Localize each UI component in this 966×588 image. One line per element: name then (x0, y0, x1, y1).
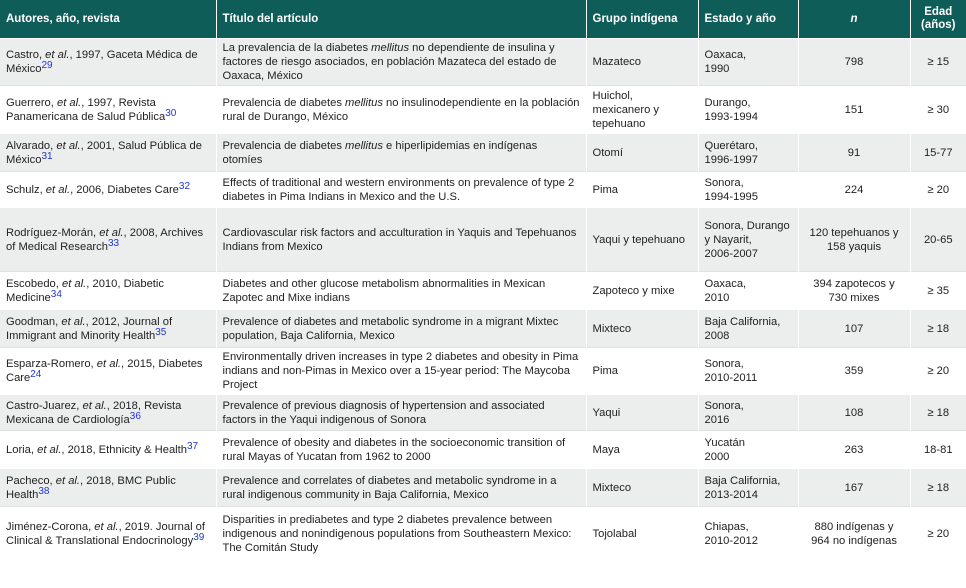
state-text: Oaxaca, (704, 49, 747, 61)
cell-state-year (698, 172, 798, 208)
cell-group: Mazateco (586, 39, 698, 86)
table-row (0, 39, 966, 86)
n-text: 359 (844, 365, 864, 377)
state-text: Chiapas, (704, 520, 749, 533)
cell-authors (0, 172, 216, 208)
state-text: Yucatán (704, 436, 745, 449)
title-text: Prevalencia de diabetes (222, 139, 346, 152)
author-source: , 2018, Revista Mexicana de Cardiología (6, 399, 182, 426)
header-authors: Autores, año, revista (0, 0, 216, 39)
cell-authors (0, 272, 216, 310)
cell-authors (0, 310, 216, 348)
title-text: Environmentally driven increases in type 2 diabetes and obesity in Pima indians and non-Pimas in Mexico over a 15-year period: The Maycoba Project (222, 351, 579, 391)
et-al: et al. (94, 520, 119, 533)
cell-group: Zapoteco y mixe (586, 272, 698, 310)
cell-state-year (698, 134, 798, 172)
reference-link[interactable]: 30 (165, 107, 177, 119)
cell-age: ≥ 35 (910, 272, 966, 310)
cell-authors (0, 86, 216, 134)
cell-title (216, 348, 586, 395)
table-row (0, 310, 966, 348)
cell-group: Huichol, mexicanero y tepehuano (586, 86, 698, 134)
table-row (0, 208, 966, 272)
author-source: , 2012, Journal of Immigrant and Minority Health (6, 315, 173, 342)
cell-state-year (698, 272, 798, 310)
cell-state-year (698, 86, 798, 134)
n-text-2: 730 mixes (828, 291, 880, 304)
reference-link[interactable]: 38 (38, 485, 50, 497)
title-text: Cardiovascular risk factors and acculturation in Yaquis and Tepehuanos Indians from Mexico (222, 226, 577, 253)
author-name: Guerrero, (6, 96, 57, 109)
cell-n (798, 134, 910, 172)
table-row (0, 134, 966, 172)
n-text: 167 (844, 481, 864, 494)
year-text: 2016 (704, 413, 730, 426)
author-name: Pacheco, (6, 474, 56, 487)
title-text-rest: no insulinodependiente en la población rural de Durango, México (222, 96, 580, 123)
reference-link[interactable]: 24 (30, 369, 42, 380)
cell-group: Otomí (586, 134, 698, 172)
author-source: , 2015, Diabetes Care (6, 358, 203, 384)
title-italic: mellitus (371, 42, 410, 54)
n-text: 120 tepehuanos y (809, 226, 899, 239)
header-n: n (798, 0, 910, 39)
year-text: 2000 (704, 450, 730, 463)
year-text: 2006-2007 (704, 247, 759, 260)
cell-n (798, 39, 910, 86)
cell-state-year (698, 507, 798, 561)
state-text: Oaxaca, (704, 277, 747, 290)
n-text: 91 (847, 146, 861, 159)
cell-title (216, 272, 586, 310)
cell-state-year (698, 395, 798, 431)
state-text: Baja California, (704, 315, 781, 328)
table-row (0, 507, 966, 561)
author-source: , 2010, Diabetic Medicine (6, 277, 164, 304)
cell-title (216, 208, 586, 272)
cell-state-year (698, 208, 798, 272)
cell-n (798, 469, 910, 507)
cell-authors (0, 469, 216, 507)
cell-title (216, 431, 586, 469)
cell-n (798, 395, 910, 431)
n-text: 263 (844, 443, 864, 456)
n-text-2: 158 yaquis (826, 240, 882, 253)
cell-state-year (698, 431, 798, 469)
cell-authors (0, 507, 216, 561)
n-text: 224 (844, 183, 864, 196)
et-al: et al. (56, 96, 82, 109)
state-text: Sonora, (704, 399, 744, 412)
author-source: , 2001, Salud Pública de México (6, 139, 202, 166)
cell-title (216, 507, 586, 561)
cell-title (216, 172, 586, 208)
title-text: Prevalence of obesity and diabetes in the socioeconomic transition of rural Mayas of Yucatan from 1962 to 2000 (222, 436, 566, 463)
year-text: 2010-2012 (704, 534, 759, 547)
author-name: Escobedo, (6, 277, 62, 290)
table-row (0, 86, 966, 134)
n-text: 151 (844, 103, 864, 116)
cell-state-year (698, 39, 798, 86)
cell-group: Yaqui (586, 395, 698, 431)
et-al: et al. (99, 226, 124, 239)
title-text: Prevalence and correlates of diabetes and metabolic syndrome in a rural indigenous community in Baja California, Mexico (222, 474, 557, 501)
header-title: Título del artículo (216, 0, 586, 39)
author-name: Castro-Juarez, (6, 399, 83, 412)
cell-age: ≥ 18 (910, 469, 966, 507)
cell-age: ≥ 18 (910, 310, 966, 348)
cell-group: Pima (586, 348, 698, 395)
et-al: et al. (82, 399, 107, 412)
author-name: Castro, (6, 49, 46, 61)
cell-group: Mixteco (586, 310, 698, 348)
year-text: 2010 (704, 291, 730, 304)
et-al: et al. (55, 474, 81, 487)
cell-state-year (698, 469, 798, 507)
title-text-rest: no dependiente de insulina y factores de riesgo asociados, en población Mazateca del estado de Oaxaca, México (222, 42, 557, 82)
n-text: 107 (844, 322, 864, 335)
n-text: 108 (844, 406, 864, 419)
cell-age: ≥ 20 (910, 348, 966, 395)
cell-group: Pima (586, 172, 698, 208)
author-name: Loria, (6, 443, 38, 456)
cell-group: Yaqui y tepehuano (586, 208, 698, 272)
et-al: et al. (96, 358, 122, 370)
cell-state-year (698, 310, 798, 348)
author-name: Esparza-Romero, (6, 358, 97, 370)
table-row (0, 395, 966, 431)
cell-title (216, 39, 586, 86)
author-source: , 2008, Archives of Medical Research (6, 226, 204, 253)
state-text: Sonora, Durango y Nayarit, (704, 219, 790, 246)
cell-title (216, 134, 586, 172)
reference-link[interactable]: 32 (178, 180, 191, 192)
cell-group: Maya (586, 431, 698, 469)
n-text: 394 zapotecos y (813, 277, 895, 290)
cell-title (216, 86, 586, 134)
header-age: Edad (años) (910, 0, 966, 39)
table-row (0, 172, 966, 208)
header-group: Grupo indígena (586, 0, 698, 39)
title-italic: mellitus (345, 96, 383, 109)
cell-authors (0, 348, 216, 395)
reference-link[interactable]: 35 (155, 326, 167, 338)
cell-age: ≥ 15 (910, 39, 966, 86)
author-name: Schulz, (6, 183, 46, 196)
cell-group: Tojolabal (586, 507, 698, 561)
cell-group: Mixteco (586, 469, 698, 507)
author-name: Alvarado, (6, 139, 57, 152)
author-source: , 2018, BMC Public Health (6, 474, 176, 501)
cell-state-year (698, 348, 798, 395)
title-text: Effects of traditional and western environments on prevalence of type 2 diabetes in Pima Indians in Mexico and the U.S. (222, 176, 575, 203)
title-text-rest: e hiperlipidemias en indígenas otomíes (222, 139, 538, 166)
state-text: Baja California, (704, 474, 781, 487)
et-al: et al. (37, 443, 62, 456)
year-text: 1990 (704, 63, 730, 75)
table-row (0, 272, 966, 310)
title-text: La prevalencia de la diabetes (222, 42, 372, 54)
year-text: 1994-1995 (704, 190, 759, 203)
cell-title (216, 310, 586, 348)
cell-n (798, 431, 910, 469)
cell-title (216, 469, 586, 507)
cell-n (798, 86, 910, 134)
title-text: Diabetes and other glucose metabolism abnormalities in Mexican Zapotec and Mixe indians (222, 277, 546, 304)
cell-n (798, 172, 910, 208)
reference-link[interactable]: 34 (50, 288, 62, 300)
cell-n (798, 208, 910, 272)
state-text: Sonora, (704, 176, 744, 189)
author-source: , 2018, Ethnicity & Health (61, 443, 187, 456)
title-text: Prevalence of diabetes and metabolic syndrome in a migrant Mixtec population, Baja California, Mexico (222, 315, 559, 342)
cell-n (798, 310, 910, 348)
n-text: 880 indígenas y (814, 520, 894, 533)
n-text: 798 (844, 56, 864, 68)
title-italic: mellitus (345, 139, 383, 152)
table-row (0, 348, 966, 395)
reference-link[interactable]: 37 (186, 440, 199, 452)
reference-link[interactable]: 36 (129, 410, 141, 422)
title-text: Disparities in prediabetes and type 2 diabetes prevalence between indigenous and nonindigenous populations from Southeastern Mexico: The Comitán Study (222, 513, 572, 554)
reference-link[interactable]: 29 (41, 60, 53, 71)
cell-authors (0, 39, 216, 86)
et-al: et al. (61, 277, 87, 290)
cell-age: 20-65 (910, 208, 966, 272)
cell-authors (0, 208, 216, 272)
et-al: et al. (61, 315, 86, 328)
author-name: Goodman, (6, 315, 62, 328)
table-row (0, 431, 966, 469)
cell-age: ≥ 20 (910, 172, 966, 208)
author-name: Rodríguez-Morán, (6, 226, 100, 239)
title-text: Prevalence of previous diagnosis of hypertension and associated factors in the Yaqui indigenous of Sonora (222, 399, 545, 426)
cell-title (216, 395, 586, 431)
cell-authors (0, 134, 216, 172)
reference-link[interactable]: 39 (193, 531, 205, 543)
author-source: , 1997, Gaceta Médica de México (6, 49, 198, 75)
cell-age: ≥ 30 (910, 86, 966, 134)
et-al: et al. (56, 139, 81, 152)
reference-link[interactable]: 33 (107, 237, 120, 249)
state-text: Querétaro, (704, 139, 758, 152)
table-body (0, 39, 966, 561)
n-text-2: 964 no indígenas (811, 534, 897, 547)
title-text: Prevalencia de diabetes (222, 96, 346, 109)
state-text: Durango, (704, 96, 751, 109)
header-row (0, 0, 966, 39)
cell-n (798, 272, 910, 310)
year-text: 2013-2014 (704, 488, 759, 501)
cell-authors (0, 431, 216, 469)
cell-age: 15-77 (910, 134, 966, 172)
state-text: Sonora, (704, 358, 744, 370)
header-state-year: Estado y año (698, 0, 798, 39)
cell-age: 18-81 (910, 431, 966, 469)
et-al: et al. (45, 183, 71, 196)
author-source: , 2019. Journal of Clinical & Translational Endocrinology (6, 520, 206, 547)
year-text: 1996-1997 (704, 153, 759, 166)
author-name: Jiménez-Corona, (6, 520, 95, 533)
year-text: 1993-1994 (704, 110, 759, 123)
cell-n (798, 348, 910, 395)
year-text: 2008 (704, 329, 730, 342)
cell-age: ≥ 18 (910, 395, 966, 431)
cell-authors (0, 395, 216, 431)
cell-n (798, 507, 910, 561)
cell-age: ≥ 20 (910, 507, 966, 561)
table-row (0, 469, 966, 507)
reference-link[interactable]: 31 (41, 150, 53, 162)
author-source: , 2006, Diabetes Care (70, 183, 179, 196)
et-al: et al. (45, 49, 70, 61)
author-source: , 1997, Revista Panamericana de Salud Pública (6, 96, 166, 123)
year-text: 2010-2011 (704, 372, 758, 384)
